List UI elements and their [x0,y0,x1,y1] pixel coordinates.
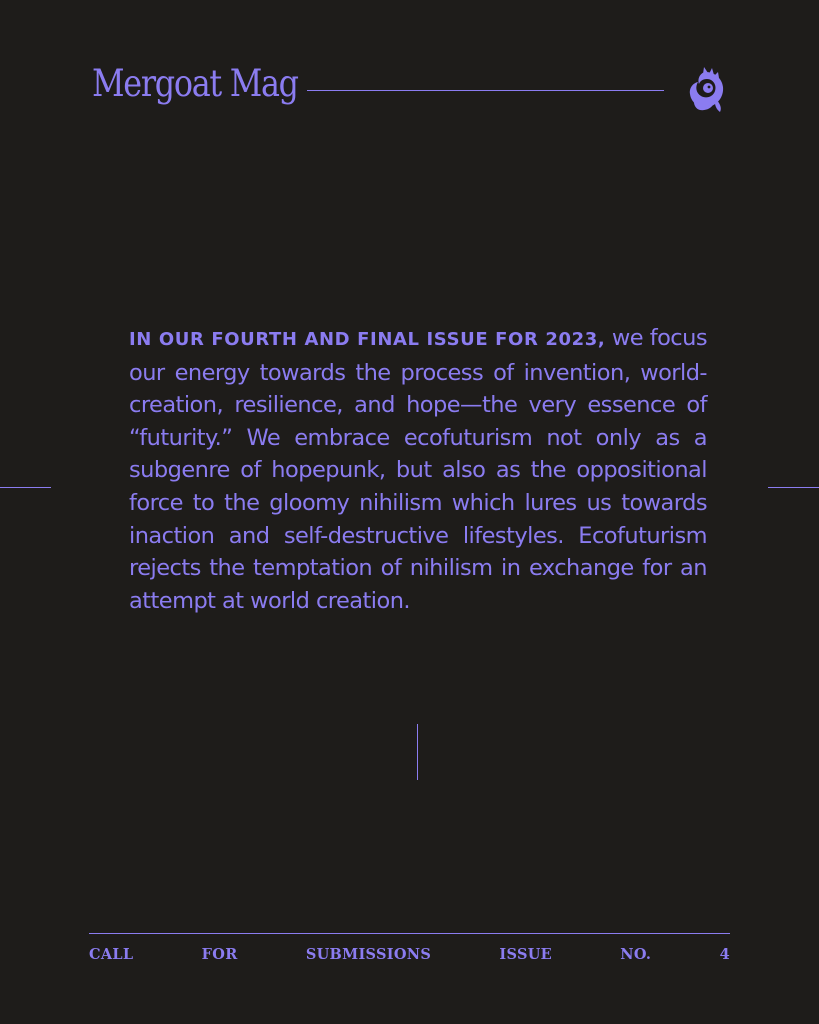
right-side-rule [768,487,819,488]
body-paragraph [129,322,707,617]
footer-word: FOR [201,946,238,963]
body-copy: we focus our energy towards the process of invention, world-creation, resilience, and hope—the very essence of “futurity.” We embrace ecofuturism not only as a subgenre of hopepunk, but also as the oppositional force to the gloomy nihilism which lures us towards inaction and self-destructive lifestyles. Ecofuturism rejects the temptation of nihilism in exchange for an attempt at world creation. [129,325,707,614]
footer-word: CALL [89,946,134,963]
goat-serpent-icon [684,66,728,114]
header-rule [307,90,664,91]
footer-word: ISSUE [499,946,553,963]
footer-issue-number: 4 [719,946,730,963]
footer-word: SUBMISSIONS [305,946,432,963]
left-side-rule [0,487,51,488]
footer-rule [89,933,730,934]
footer-line [89,946,730,963]
masthead-title: Mergoat Mag [92,62,298,105]
lead-in: IN OUR FOURTH AND FINAL ISSUE FOR 2023, [129,329,606,350]
footer-word: NO. [620,946,652,963]
center-divider [417,724,418,780]
